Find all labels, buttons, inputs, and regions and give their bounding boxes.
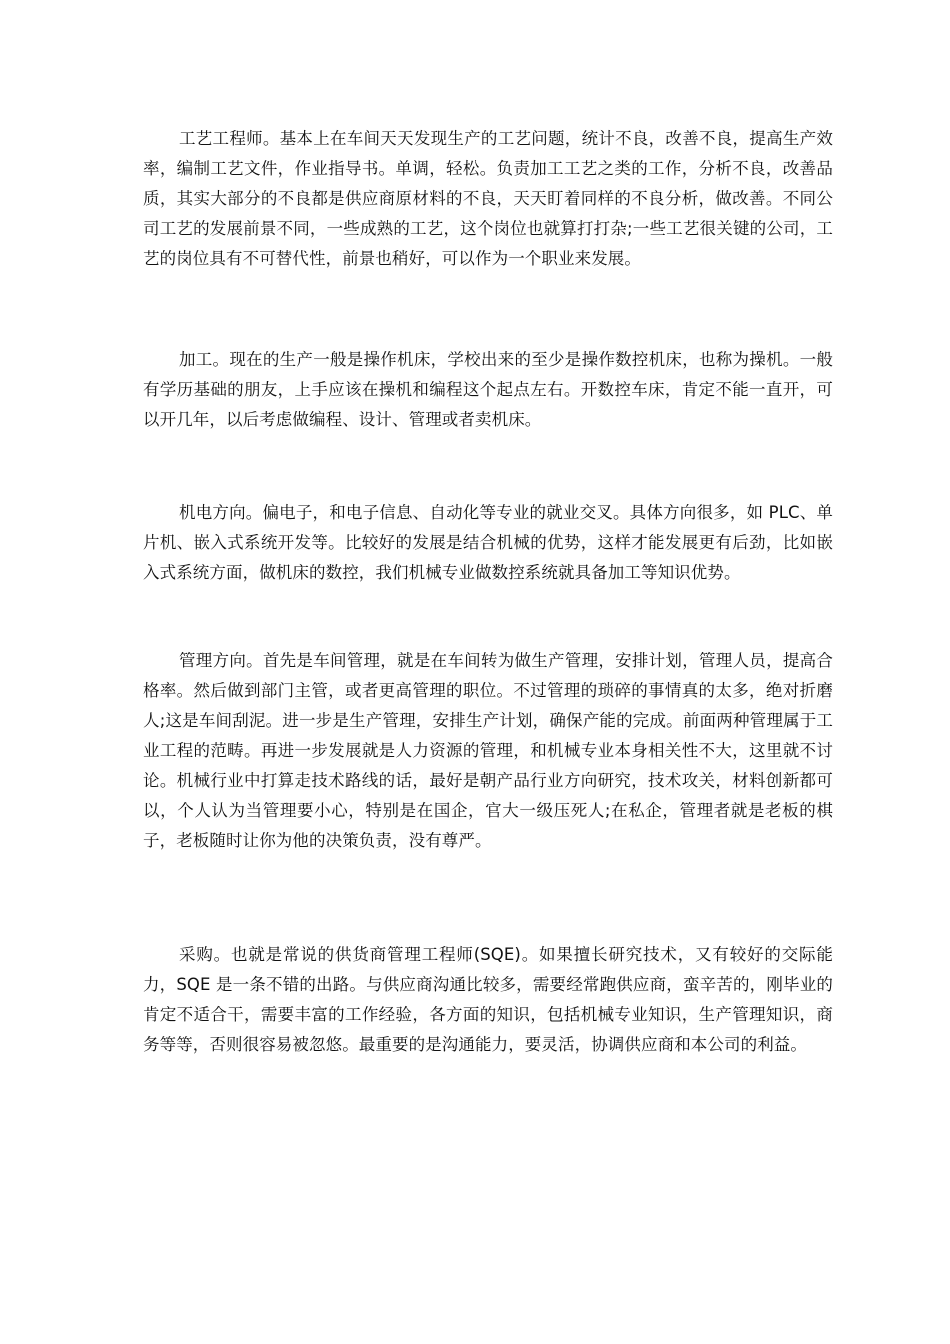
paragraph-mechatronics: 机电方向。偏电子，和电子信息、自动化等专业的就业交叉。具体方向很多，如 PLC、单片机、嵌入式系统开发等。比较好的发展是结合机械的优势，这样才能发展更有后劲，比如嵌入式系统方面，做机床的数控，我们机械专业做数控系统就具备加工等知识优势。 (143, 503, 833, 582)
paragraph-process-engineer: 工艺工程师。基本上在车间天天发现生产的工艺问题，统计不良，改善不良，提高生产效率，编制工艺文件，作业指导书。单调，轻松。负责加工工艺之类的工作，分析不良，改善品质，其实大部分的不良都是供应商原材料的不良，天天盯着同样的不良分析，做改善。不同公司工艺的发展前景不同，一些成熟的工艺，这个岗位也就算打打杂;一些工艺很关键的公司，工艺的岗位具有不可替代性，前景也稍好，可以作为一个职业来发展。 (143, 129, 833, 268)
paragraph-machining: 加工。现在的生产一般是操作机床，学校出来的至少是操作数控机床，也称为操机。一般有学历基础的朋友，上手应该在操机和编程这个起点左右。开数控车床，肯定不能一直开，可以开几年，以后考虑做编程、设计、管理或者卖机床。 (143, 350, 833, 429)
paragraph-procurement: 采购。也就是常说的供货商管理工程师(SQE)。如果擅长研究技术，又有较好的交际能力，SQE 是一条不错的出路。与供应商沟通比较多，需要经常跑供应商，蛮辛苦的，刚毕业的肯定不适合干，需要丰富的工作经验，各方面的知识，包括机械专业知识，生产管理知识，商务等等，否则很容易被忽悠。最重要的是沟通能力，要灵活，协调供应商和本公司的利益。 (143, 945, 833, 1054)
paragraph-management: 管理方向。首先是车间管理，就是在车间转为做生产管理，安排计划，管理人员，提高合格率。然后做到部门主管，或者更高管理的职位。不过管理的琐碎的事情真的太多，绝对折磨人;这是车间刮泥。进一步是生产管理，安排生产计划，确保产能的完成。前面两种管理属于工业工程的范畴。再进一步发展就是人力资源的管理，和机械专业本身相关性不大，这里就不讨论。机械行业中打算走技术路线的话，最好是朝产品行业方向研究，技术攻关，材料创新都可以，个人认为当管理要小心，特别是在国企，官大一级压死人;在私企，管理者就是老板的棋子，老板随时让你为他的决策负责，没有尊严。 (143, 651, 833, 850)
